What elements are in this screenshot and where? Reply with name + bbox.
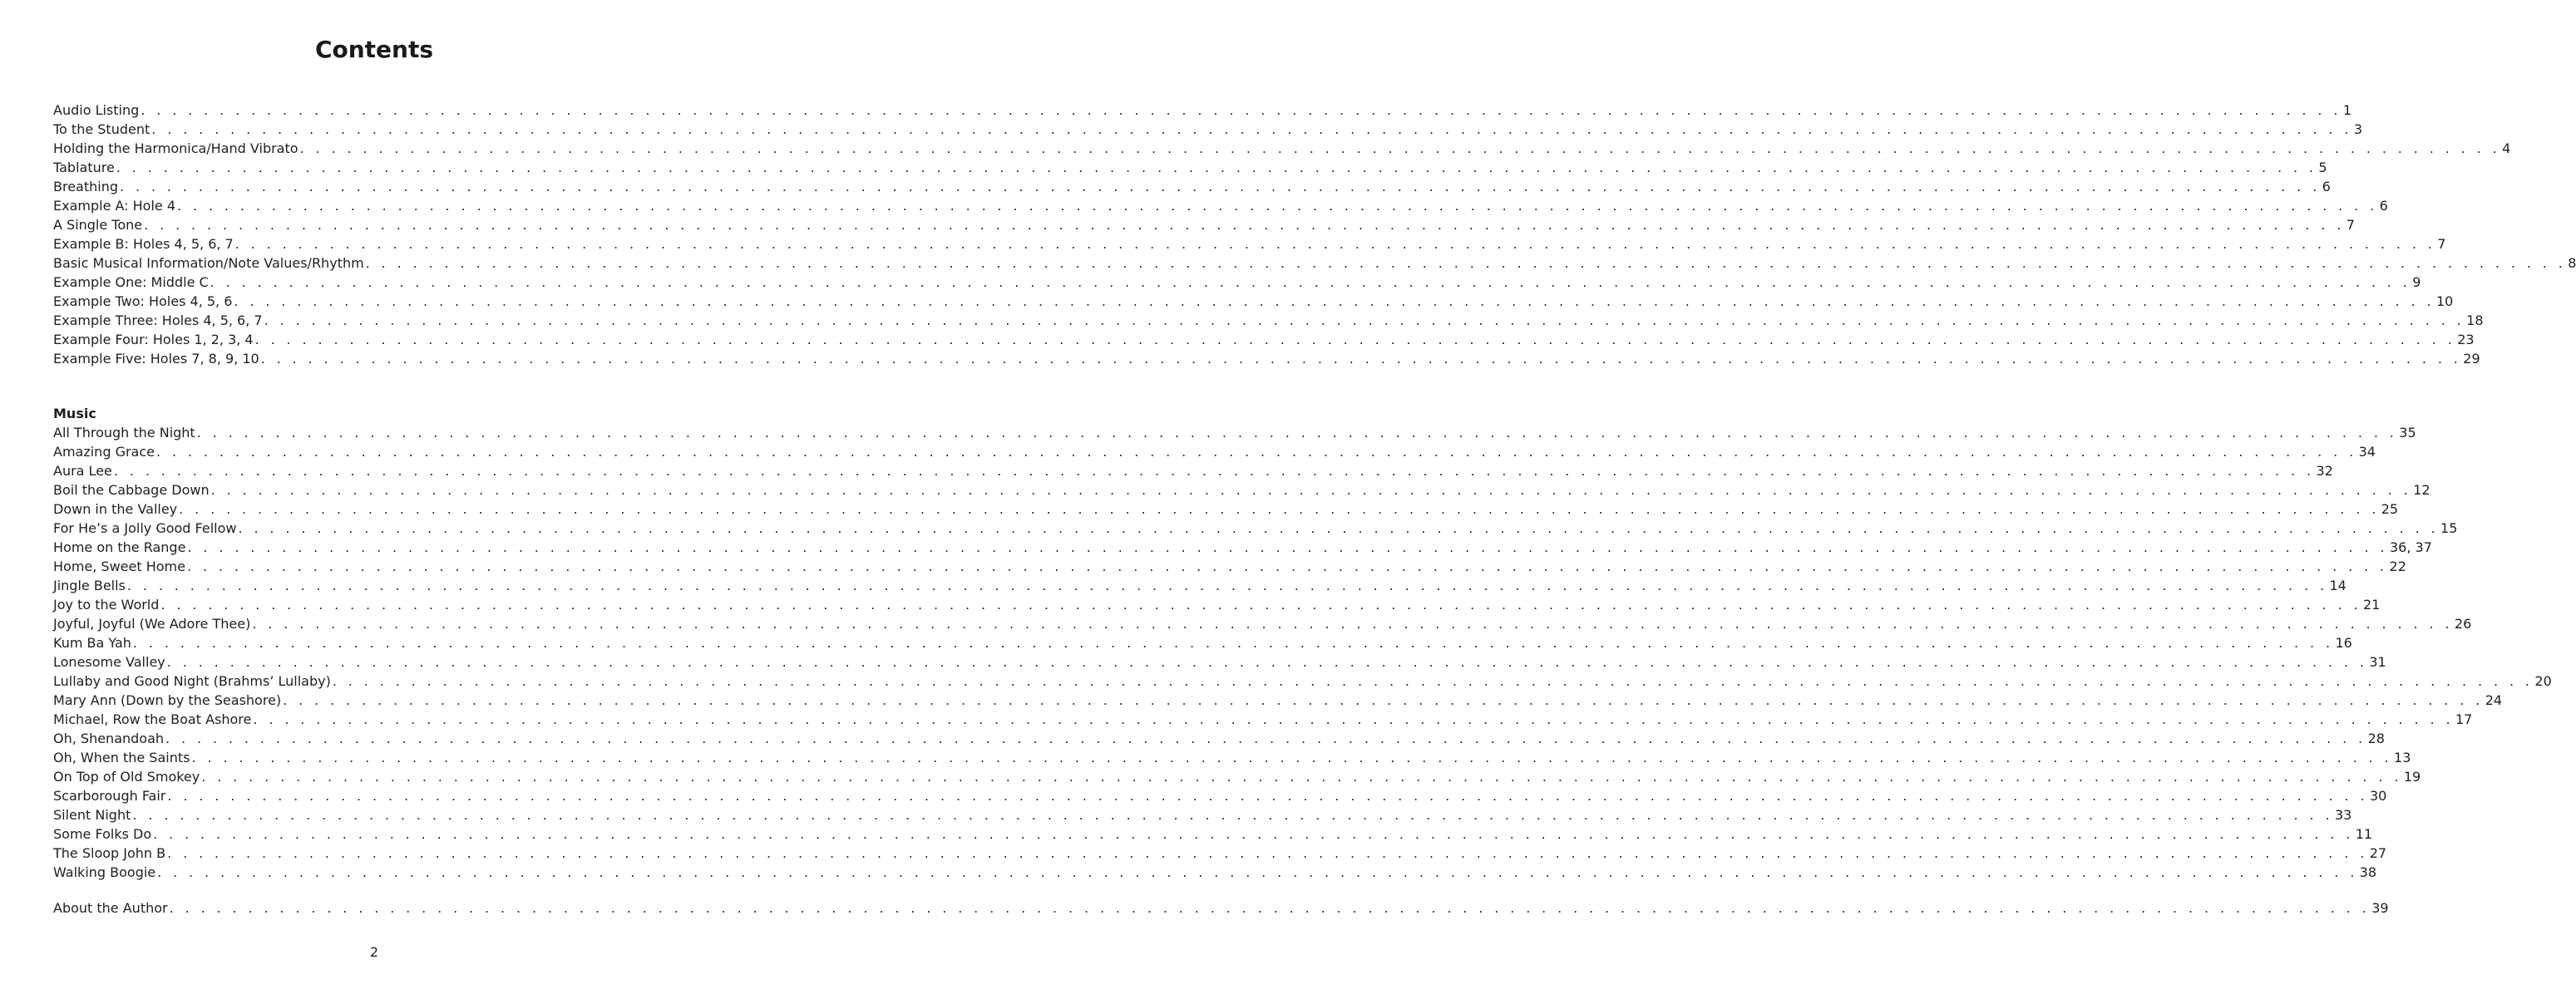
dot-leader: . . . . . . . . . . . . . . . . . . . . . . . . . . . . . . . . . . . . . . . . . . . . . . . . . . . . . . . . . . . . . . . . . . . . . . . . . . . . . . . . . . . . . . . . . . . . . . . . . . . . . . . . . . . . . . . . . . . . . . . . . . . . . . . . . . . . . . . . . . . . <box>132 807 2333 823</box>
toc-entry <box>53 273 2421 292</box>
toc-entry <box>53 139 2511 158</box>
toc-entry-title: Breathing <box>53 179 119 194</box>
dot-leader: . . . . . . . . . . . . . . . . . . . . . . . . . . . . . . . . . . . . . . . . . . . . . . . . . . . . . . . . . . . . . . . . . . . . . . . . . . . . . . . . . . . . . . . . . . . . . . . . . . . . . . . . . . . . . . . . . . . . . . . . . . . . . . . . . . . . . . . . . . . . <box>187 539 2388 555</box>
toc-entry-page: 28 <box>2367 731 2385 746</box>
dot-leader: . . . . . . . . . . . . . . . . . . . . . . . . . . . . . . . . . . . . . . . . . . . . . . . . . . . . . . . . . . . . . . . . . . . . . . . . . . . . . . . . . . . . . . . . . . . . . . . . . . . . . . . . . . . . . . . . . . . . . . . . . . . . . . . . . . . . . . . . . . . . <box>126 578 2328 593</box>
toc-entry-title: Oh, When the Saints <box>53 750 190 765</box>
toc-entry-title: Jingle Bells <box>53 578 126 593</box>
toc-entry-page: 31 <box>2369 654 2386 670</box>
toc-entry <box>53 824 2373 844</box>
toc-entry <box>53 633 2352 652</box>
toc-entry <box>53 652 2386 672</box>
toc-entry <box>53 234 2446 253</box>
about-list <box>53 898 2389 918</box>
dot-leader: . . . . . . . . . . . . . . . . . . . . . . . . . . . . . . . . . . . . . . . . . . . . . . . . . . . . . . . . . . . . . . . . . . . . . . . . . . . . . . . . . . . . . . . . . . . . . . . . . . . . . . . . . . . . . . . . . . . . . . . . . . . . . . . . . . . . . . . . . . . . <box>234 236 2436 252</box>
toc-entry-page: 20 <box>2534 673 2552 689</box>
dot-leader: . . . . . . . . . . . . . . . . . . . . . . . . . . . . . . . . . . . . . . . . . . . . . . . . . . . . . . . . . . . . . . . . . . . . . . . . . . . . . . . . . . . . . . . . . . . . . . . . . . . . . . . . . . . . . . . . . . . . . . . . . . . . . . . . . . . . . . . . . . . . <box>157 864 2358 880</box>
toc-entry <box>53 253 2576 273</box>
toc-entry-title: For He’s a Jolly Good Fellow <box>53 520 237 536</box>
toc-entry-page: 18 <box>2466 313 2484 328</box>
toc-entry-title: Example Four: Holes 1, 2, 3, 4 <box>53 332 254 347</box>
dot-leader: . . . . . . . . . . . . . . . . . . . . . . . . . . . . . . . . . . . . . . . . . . . . . . . . . . . . . . . . . . . . . . . . . . . . . . . . . . . . . . . . . . . . . . . . . . . . . . . . . . . . . . . . . . . . . . . . . . . . . . . . . . . . . . . . . . . . . . . . . . . . <box>169 900 2371 916</box>
toc-entry-page: 30 <box>2369 788 2387 804</box>
toc-entry-page: 38 <box>2359 864 2377 880</box>
dot-leader: . . . . . . . . . . . . . . . . . . . . . . . . . . . . . . . . . . . . . . . . . . . . . . . . . . . . . . . . . . . . . . . . . . . . . . . . . . . . . . . . . . . . . . . . . . . . . . . . . . . . . . . . . . . . . . . . . . . . . . . . . . . . . . . . . . . . . . . . . . . . <box>141 102 2342 118</box>
toc-entry-page: 25 <box>2381 501 2399 517</box>
toc-entry-title: Example Two: Holes 4, 5, 6 <box>53 293 233 309</box>
toc-entry <box>53 729 2385 748</box>
toc-entry <box>53 442 2376 461</box>
toc-entry-title: Oh, Shenandoah <box>53 731 165 746</box>
toc-entry <box>53 557 2406 576</box>
toc-entry-page: 34 <box>2358 444 2376 460</box>
music-list <box>53 423 2552 882</box>
toc-entry-title: Example One: Middle C <box>53 274 209 290</box>
toc-entry <box>53 292 2454 311</box>
toc-entry-title: The Sloop John B <box>53 845 166 861</box>
toc-entry <box>53 805 2352 824</box>
toc-entry-title: Audio Listing <box>53 102 140 118</box>
toc-entry-title: Kum Ba Yah <box>53 635 131 651</box>
toc-entry <box>53 576 2347 595</box>
toc-entry-page: 32 <box>2316 463 2333 479</box>
toc-entry-title: On Top of Old Smokey <box>53 769 200 785</box>
toc-entry-title: Aura Lee <box>53 463 112 479</box>
toc-entry-page: 29 <box>2463 351 2480 367</box>
dot-leader: . . . . . . . . . . . . . . . . . . . . . . . . . . . . . . . . . . . . . . . . . . . . . . . . . . . . . . . . . . . . . . . . . . . . . . . . . . . . . . . . . . . . . . . . . . . . . . . . . . . . . . . . . . . . . . . . . . . . . . . . . . . . . . . . . . . . . . . . . . . . <box>155 444 2357 460</box>
toc-entry-title: Amazing Grace <box>53 444 155 460</box>
toc-entry-title: Scarborough Fair <box>53 788 166 804</box>
toc-entry-title: Some Folks Do <box>53 826 152 842</box>
toc-entry <box>53 519 2458 538</box>
dot-leader: . . . . . . . . . . . . . . . . . . . . . . . . . . . . . . . . . . . . . . . . . . . . . . . . . . . . . . . . . . . . . . . . . . . . . . . . . . . . . . . . . . . . . . . . . . . . . . . . . . . . . . . . . . . . . . . . . . . . . . . . . . . . . . . . . . . . . . . . . . . . <box>120 179 2321 194</box>
dot-leader: . . . . . . . . . . . . . . . . . . . . . . . . . . . . . . . . . . . . . . . . . . . . . . . . . . . . . . . . . . . . . . . . . . . . . . . . . . . . . . . . . . . . . . . . . . . . . . . . . . . . . . . . . . . . . . . . . . . . . . . . . . . . . . . . . . . . . . . . . . . . <box>332 673 2534 689</box>
dot-leader: . . . . . . . . . . . . . . . . . . . . . . . . . . . . . . . . . . . . . . . . . . . . . . . . . . . . . . . . . . . . . . . . . . . . . . . . . . . . . . . . . . . . . . . . . . . . . . . . . . . . . . . . . . . . . . . . . . . . . . . . . . . . . . . . . . . . . . . . . . . . <box>167 788 2368 804</box>
toc-entry-title: Boil the Cabbage Down <box>53 482 210 498</box>
toc-entry-page: 17 <box>2455 711 2473 727</box>
toc-entry <box>53 898 2389 918</box>
toc-entry <box>53 614 2472 633</box>
toc-entry-title: Example A: Hole 4 <box>53 198 176 214</box>
toc-entry-title: Lonesome Valley <box>53 654 165 670</box>
toc-entry <box>53 767 2421 786</box>
toc-entry <box>53 672 2552 691</box>
toc-entry <box>53 710 2473 729</box>
toc-entry-page: 23 <box>2457 332 2475 347</box>
toc-entry <box>53 863 2377 882</box>
toc-entry <box>53 158 2327 177</box>
dot-leader: . . . . . . . . . . . . . . . . . . . . . . . . . . . . . . . . . . . . . . . . . . . . . . . . . . . . . . . . . . . . . . . . . . . . . . . . . . . . . . . . . . . . . . . . . . . . . . . . . . . . . . . . . . . . . . . . . . . . . . . . . . . . . . . . . . . . . . . . . . . . <box>144 217 2345 233</box>
toc-entry <box>53 330 2475 349</box>
dot-leader: . . . . . . . . . . . . . . . . . . . . . . . . . . . . . . . . . . . . . . . . . . . . . . . . . . . . . . . . . . . . . . . . . . . . . . . . . . . . . . . . . . . . . . . . . . . . . . . . . . . . . . . . . . . . . . . . . . . . . . . . . . . . . . . . . . . . . . . . . . . . <box>179 501 2380 517</box>
toc-entry <box>53 349 2480 368</box>
toc-entry-title: Michael, Row the Boat Ashore <box>53 711 252 727</box>
toc-entry-page: 24 <box>2485 692 2503 708</box>
dot-leader: . . . . . . . . . . . . . . . . . . . . . . . . . . . . . . . . . . . . . . . . . . . . . . . . . . . . . . . . . . . . . . . . . . . . . . . . . . . . . . . . . . . . . . . . . . . . . . . . . . . . . . . . . . . . . . . . . . . . . . . . . . . . . . . . . . . . . . . . . . . . <box>253 711 2454 727</box>
dot-leader: . . . . . . . . . . . . . . . . . . . . . . . . . . . . . . . . . . . . . . . . . . . . . . . . . . . . . . . . . . . . . . . . . . . . . . . . . . . . . . . . . . . . . . . . . . . . . . . . . . . . . . . . . . . . . . . . . . . . . . . . . . . . . . . . . . . . . . . . . . . . <box>238 520 2440 536</box>
toc-entry-title: Down in the Valley <box>53 501 178 517</box>
toc-entry-title: Holding the Harmonica/Hand Vibrato <box>53 140 299 156</box>
toc-entry <box>53 691 2503 710</box>
dot-leader: . . . . . . . . . . . . . . . . . . . . . . . . . . . . . . . . . . . . . . . . . . . . . . . . . . . . . . . . . . . . . . . . . . . . . . . . . . . . . . . . . . . . . . . . . . . . . . . . . . . . . . . . . . . . . . . . . . . . . . . . . . . . . . . . . . . . . . . . . . . . <box>160 597 2361 613</box>
toc-entry-page: 27 <box>2369 845 2387 861</box>
toc-entry-page: 21 <box>2362 597 2381 613</box>
dot-leader: . . . . . . . . . . . . . . . . . . . . . . . . . . . . . . . . . . . . . . . . . . . . . . . . . . . . . . . . . . . . . . . . . . . . . . . . . . . . . . . . . . . . . . . . . . . . . . . . . . . . . . . . . . . . . . . . . . . . . . . . . . . . . . . . . . . . . . . . . . . . <box>210 274 2411 290</box>
toc-entry <box>53 480 2430 500</box>
toc-entry-title: All Through the Night <box>53 425 195 440</box>
dot-leader: . . . . . . . . . . . . . . . . . . . . . . . . . . . . . . . . . . . . . . . . . . . . . . . . . . . . . . . . . . . . . . . . . . . . . . . . . . . . . . . . . . . . . . . . . . . . . . . . . . . . . . . . . . . . . . . . . . . . . . . . . . . . . . . . . . . . . . . . . . . . <box>153 826 2354 842</box>
toc-entry-page: 22 <box>2389 559 2406 574</box>
toc-entry-page: 16 <box>2335 635 2352 651</box>
toc-entry <box>53 177 2331 196</box>
toc-entry-title: Mary Ann (Down by the Seashore) <box>53 692 282 708</box>
toc-entry-page: 1 <box>2342 102 2352 118</box>
toc-entry-page: 12 <box>2413 482 2430 498</box>
toc-entry-page: 6 <box>2322 179 2331 194</box>
toc-entry-title: Silent Night <box>53 807 131 823</box>
toc-entry-title: Example Three: Holes 4, 5, 6, 7 <box>53 313 263 328</box>
toc-entry-page: 39 <box>2371 900 2389 916</box>
toc-entry-page: 11 <box>2355 826 2373 842</box>
toc-entry-title: Home, Sweet Home <box>53 559 185 574</box>
dot-leader: . . . . . . . . . . . . . . . . . . . . . . . . . . . . . . . . . . . . . . . . . . . . . . . . . . . . . . . . . . . . . . . . . . . . . . . . . . . . . . . . . . . . . . . . . . . . . . . . . . . . . . . . . . . . . . . . . . . . . . . . . . . . . . . . . . . . . . . . . . . . <box>365 255 2567 271</box>
toc-entry <box>53 101 2352 120</box>
toc-entry-title: Basic Musical Information/Note Values/Rhythm <box>53 255 364 271</box>
dot-leader: . . . . . . . . . . . . . . . . . . . . . . . . . . . . . . . . . . . . . . . . . . . . . . . . . . . . . . . . . . . . . . . . . . . . . . . . . . . . . . . . . . . . . . . . . . . . . . . . . . . . . . . . . . . . . . . . . . . . . . . . . . . . . . . . . . . . . . . . . . . . <box>116 160 2317 175</box>
dot-leader: . . . . . . . . . . . . . . . . . . . . . . . . . . . . . . . . . . . . . . . . . . . . . . . . . . . . . . . . . . . . . . . . . . . . . . . . . . . . . . . . . . . . . . . . . . . . . . . . . . . . . . . . . . . . . . . . . . . . . . . . . . . . . . . . . . . . . . . . . . . . <box>186 559 2388 574</box>
toc-entry-page: 7 <box>2437 236 2446 252</box>
toc-entry <box>53 120 2363 139</box>
toc-entry-page: 6 <box>2379 198 2388 214</box>
dot-leader: . . . . . . . . . . . . . . . . . . . . . . . . . . . . . . . . . . . . . . . . . . . . . . . . . . . . . . . . . . . . . . . . . . . . . . . . . . . . . . . . . . . . . . . . . . . . . . . . . . . . . . . . . . . . . . . . . . . . . . . . . . . . . . . . . . . . . . . . . . . . <box>132 635 2334 651</box>
dot-leader: . . . . . . . . . . . . . . . . . . . . . . . . . . . . . . . . . . . . . . . . . . . . . . . . . . . . . . . . . . . . . . . . . . . . . . . . . . . . . . . . . . . . . . . . . . . . . . . . . . . . . . . . . . . . . . . . . . . . . . . . . . . . . . . . . . . . . . . . . . . . <box>252 616 2453 632</box>
dot-leader: . . . . . . . . . . . . . . . . . . . . . . . . . . . . . . . . . . . . . . . . . . . . . . . . . . . . . . . . . . . . . . . . . . . . . . . . . . . . . . . . . . . . . . . . . . . . . . . . . . . . . . . . . . . . . . . . . . . . . . . . . . . . . . . . . . . . . . . . . . . . <box>113 463 2315 479</box>
toc-entry-title: Home on the Range <box>53 539 186 555</box>
toc-entry-title: To the Student <box>53 121 151 137</box>
toc-entry <box>53 461 2333 480</box>
toc-entry-page: 5 <box>2318 160 2327 175</box>
dot-leader: . . . . . . . . . . . . . . . . . . . . . . . . . . . . . . . . . . . . . . . . . . . . . . . . . . . . . . . . . . . . . . . . . . . . . . . . . . . . . . . . . . . . . . . . . . . . . . . . . . . . . . . . . . . . . . . . . . . . . . . . . . . . . . . . . . . . . . . . . . . . <box>165 731 2366 746</box>
toc-entry-page: 35 <box>2399 425 2416 440</box>
toc-entry-title: About the Author <box>53 900 168 916</box>
toc-entry <box>53 215 2355 234</box>
toc-entry-title: Lullaby and Good Night (Brahms’ Lullaby) <box>53 673 331 689</box>
dot-leader: . . . . . . . . . . . . . . . . . . . . . . . . . . . . . . . . . . . . . . . . . . . . . . . . . . . . . . . . . . . . . . . . . . . . . . . . . . . . . . . . . . . . . . . . . . . . . . . . . . . . . . . . . . . . . . . . . . . . . . . . . . . . . . . . . . . . . . . . . . . . <box>254 332 2456 347</box>
toc-entry-page: 26 <box>2454 616 2472 632</box>
toc-entry-title: Walking Boogie <box>53 864 156 880</box>
dot-leader: . . . . . . . . . . . . . . . . . . . . . . . . . . . . . . . . . . . . . . . . . . . . . . . . . . . . . . . . . . . . . . . . . . . . . . . . . . . . . . . . . . . . . . . . . . . . . . . . . . . . . . . . . . . . . . . . . . . . . . . . . . . . . . . . . . . . . . . . . . . . <box>264 313 2465 328</box>
toc-entry-title: Example Five: Holes 7, 8, 9, 10 <box>53 351 259 367</box>
toc-entry-page: 36, 37 <box>2389 539 2432 555</box>
dot-leader: . . . . . . . . . . . . . . . . . . . . . . . . . . . . . . . . . . . . . . . . . . . . . . . . . . . . . . . . . . . . . . . . . . . . . . . . . . . . . . . . . . . . . . . . . . . . . . . . . . . . . . . . . . . . . . . . . . . . . . . . . . . . . . . . . . . . . . . . . . . . <box>260 351 2462 367</box>
toc-entry-title: Example B: Holes 4, 5, 6, 7 <box>53 236 234 252</box>
toc-entry-page: 3 <box>2353 121 2363 137</box>
toc-entry-page: 19 <box>2403 769 2421 785</box>
dot-leader: . . . . . . . . . . . . . . . . . . . . . . . . . . . . . . . . . . . . . . . . . . . . . . . . . . . . . . . . . . . . . . . . . . . . . . . . . . . . . . . . . . . . . . . . . . . . . . . . . . . . . . . . . . . . . . . . . . . . . . . . . . . . . . . . . . . . . . . . . . . . <box>201 769 2402 785</box>
toc-entry-title: Joyful, Joyful (We Adore Thee) <box>53 616 251 632</box>
toc-entry <box>53 423 2416 442</box>
toc-entry <box>53 538 2432 557</box>
toc-entry-page: 4 <box>2502 140 2511 156</box>
toc-entry <box>53 595 2381 614</box>
page-number: 2 <box>369 944 379 960</box>
toc-entry <box>53 786 2387 805</box>
contents-list <box>53 101 2576 368</box>
toc-entry-page: 8 <box>2568 255 2576 271</box>
toc-entry <box>53 844 2387 863</box>
toc-entry-page: 14 <box>2329 578 2347 593</box>
dot-leader: . . . . . . . . . . . . . . . . . . . . . . . . . . . . . . . . . . . . . . . . . . . . . . . . . . . . . . . . . . . . . . . . . . . . . . . . . . . . . . . . . . . . . . . . . . . . . . . . . . . . . . . . . . . . . . . . . . . . . . . . . . . . . . . . . . . . . . . . . . . . <box>167 845 2368 861</box>
dot-leader: . . . . . . . . . . . . . . . . . . . . . . . . . . . . . . . . . . . . . . . . . . . . . . . . . . . . . . . . . . . . . . . . . . . . . . . . . . . . . . . . . . . . . . . . . . . . . . . . . . . . . . . . . . . . . . . . . . . . . . . . . . . . . . . . . . . . . . . . . . . . <box>166 654 2368 670</box>
dot-leader: . . . . . . . . . . . . . . . . . . . . . . . . . . . . . . . . . . . . . . . . . . . . . . . . . . . . . . . . . . . . . . . . . . . . . . . . . . . . . . . . . . . . . . . . . . . . . . . . . . . . . . . . . . . . . . . . . . . . . . . . . . . . . . . . . . . . . . . . . . . . <box>196 425 2398 440</box>
toc-entry <box>53 311 2484 330</box>
toc-entry-title: A Single Tone <box>53 217 143 233</box>
dot-leader: . . . . . . . . . . . . . . . . . . . . . . . . . . . . . . . . . . . . . . . . . . . . . . . . . . . . . . . . . . . . . . . . . . . . . . . . . . . . . . . . . . . . . . . . . . . . . . . . . . . . . . . . . . . . . . . . . . . . . . . . . . . . . . . . . . . . . . . . . . . . <box>177 198 2378 214</box>
music-section-heading: Music <box>53 406 96 421</box>
dot-leader: . . . . . . . . . . . . . . . . . . . . . . . . . . . . . . . . . . . . . . . . . . . . . . . . . . . . . . . . . . . . . . . . . . . . . . . . . . . . . . . . . . . . . . . . . . . . . . . . . . . . . . . . . . . . . . . . . . . . . . . . . . . . . . . . . . . . . . . . . . . . <box>210 482 2412 498</box>
toc-entry-page: 33 <box>2334 807 2352 823</box>
dot-leader: . . . . . . . . . . . . . . . . . . . . . . . . . . . . . . . . . . . . . . . . . . . . . . . . . . . . . . . . . . . . . . . . . . . . . . . . . . . . . . . . . . . . . . . . . . . . . . . . . . . . . . . . . . . . . . . . . . . . . . . . . . . . . . . . . . . . . . . . . . . . <box>283 692 2484 708</box>
toc-entry-page: 13 <box>2394 750 2411 765</box>
toc-entry <box>53 500 2399 519</box>
dot-leader: . . . . . . . . . . . . . . . . . . . . . . . . . . . . . . . . . . . . . . . . . . . . . . . . . . . . . . . . . . . . . . . . . . . . . . . . . . . . . . . . . . . . . . . . . . . . . . . . . . . . . . . . . . . . . . . . . . . . . . . . . . . . . . . . . . . . . . . . . . . . <box>299 140 2501 156</box>
dot-leader: . . . . . . . . . . . . . . . . . . . . . . . . . . . . . . . . . . . . . . . . . . . . . . . . . . . . . . . . . . . . . . . . . . . . . . . . . . . . . . . . . . . . . . . . . . . . . . . . . . . . . . . . . . . . . . . . . . . . . . . . . . . . . . . . . . . . . . . . . . . . <box>234 293 2435 309</box>
toc-entry-title: Joy to the World <box>53 597 160 613</box>
toc-entry-title: Tablature <box>53 160 115 175</box>
toc-entry <box>53 196 2388 215</box>
toc-entry-page: 10 <box>2435 293 2454 309</box>
toc-entry-page: 9 <box>2412 274 2421 290</box>
dot-leader: . . . . . . . . . . . . . . . . . . . . . . . . . . . . . . . . . . . . . . . . . . . . . . . . . . . . . . . . . . . . . . . . . . . . . . . . . . . . . . . . . . . . . . . . . . . . . . . . . . . . . . . . . . . . . . . . . . . . . . . . . . . . . . . . . . . . . . . . . . . . <box>151 121 2352 137</box>
toc-entry <box>53 748 2411 767</box>
toc-entry-page: 15 <box>2440 520 2458 536</box>
page-title: Contents <box>314 36 434 63</box>
dot-leader: . . . . . . . . . . . . . . . . . . . . . . . . . . . . . . . . . . . . . . . . . . . . . . . . . . . . . . . . . . . . . . . . . . . . . . . . . . . . . . . . . . . . . . . . . . . . . . . . . . . . . . . . . . . . . . . . . . . . . . . . . . . . . . . . . . . . . . . . . . . . <box>191 750 2393 765</box>
toc-entry-page: 7 <box>2346 217 2355 233</box>
